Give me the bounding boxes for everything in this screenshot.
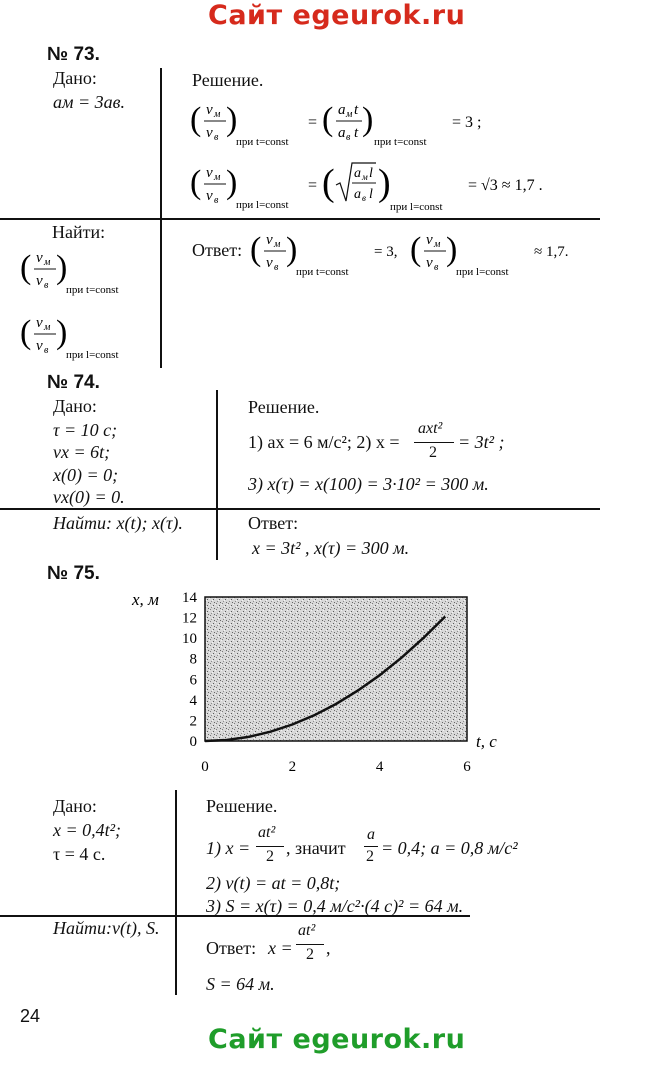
p75-dano-1: x = 0,4t²; (53, 820, 122, 840)
p74-step1-frac-den: 2 (429, 444, 437, 461)
svg-text:в: в (274, 262, 279, 273)
svg-text:в: в (362, 193, 366, 203)
p74-dano-label: Дано: (53, 396, 97, 416)
p74-step1: 1) ax = 6 м/с²; 2) x = (248, 432, 400, 452)
svg-text:v: v (206, 188, 213, 204)
x-tick-label: 6 (463, 759, 471, 775)
p75-step2: 2) v(t) = at = 0,8t; (206, 873, 341, 893)
p75-answer-b: , (326, 938, 331, 958)
p73-find-label: Найти: (52, 222, 106, 242)
p73-solution-label: Решение. (192, 70, 264, 90)
svg-text:l: l (369, 166, 373, 181)
p74-dano-1: τ = 10 с; (53, 420, 118, 440)
p74-step1-frac-num: axt² (418, 420, 443, 437)
p75-dano-2: τ = 4 с. (53, 844, 106, 864)
p75-step3: 3) S = x(τ) = 0,4 м/с²·(4 с)² = 64 м. (206, 896, 464, 916)
svg-text:м: м (346, 109, 353, 120)
svg-text:): ) (56, 249, 68, 286)
p73-divider-horizontal (0, 218, 600, 220)
p75-answer-frac-den: 2 (306, 946, 314, 963)
svg-text:при l=const: при l=const (456, 266, 509, 278)
svg-text:(: ( (190, 101, 202, 138)
svg-text:= √3 ≈ 1,7 .: = √3 ≈ 1,7 . (468, 177, 543, 194)
x-tick-label: 4 (375, 759, 384, 775)
svg-text:при l=const: при l=const (236, 199, 289, 211)
p73-dano: aм = 3aв. (53, 92, 125, 112)
p74-divider-vertical (216, 390, 218, 560)
svg-text:при l=const: при l=const (66, 349, 119, 361)
y-tick-label: 4 (189, 692, 197, 709)
x-tick-label: 0 (201, 759, 209, 775)
svg-text:a: a (354, 187, 361, 202)
x-axis-label: t, с (476, 732, 497, 751)
p74-step1-end: = 3t² ; (458, 432, 505, 452)
p74-answer: x = 3t² , x(τ) = 300 м. (252, 538, 410, 558)
p73-find-formula-1 (20, 240, 160, 302)
p75-step1-a: 1) x = (206, 838, 251, 858)
p75-dano-label: Дано: (53, 796, 97, 816)
p75-step1-frac2-bar (364, 846, 378, 847)
svg-text:): ) (378, 162, 391, 204)
p74-dano-4: vx(0) = 0. (53, 487, 125, 507)
svg-text:(: ( (322, 162, 335, 204)
svg-text:в: в (44, 280, 49, 291)
page-number: 24 (20, 1006, 41, 1026)
y-tick-label: 10 (182, 631, 197, 648)
p75-step1-frac2-den: 2 (366, 848, 374, 865)
svg-text:v: v (36, 315, 43, 331)
p75-answer-2: S = 64 м. (206, 974, 275, 994)
svg-text:v: v (426, 232, 433, 248)
p75-step1-frac-bar (256, 846, 284, 847)
problem-73-title: № 73. (47, 44, 100, 65)
svg-text:v: v (426, 255, 433, 271)
p75-step1-frac-num: at² (258, 824, 276, 841)
x-t-chart (120, 585, 520, 780)
svg-text:(: ( (322, 101, 334, 138)
svg-text:при t=const: при t=const (374, 136, 427, 148)
y-tick-label: 14 (182, 590, 197, 606)
svg-text:м: м (44, 257, 51, 268)
svg-text:v: v (36, 250, 43, 266)
p73-formula-row2 (190, 155, 610, 217)
p75-solution-label: Решение. (206, 796, 278, 816)
x-tick-label: 2 (288, 759, 297, 775)
p73-answer-label: Ответ: (192, 240, 243, 260)
y-axis-ticks (182, 590, 198, 750)
svg-text:= 3,: = 3, (374, 244, 398, 260)
svg-text:a: a (354, 166, 361, 181)
p74-dano-2: vx = 6t; (53, 442, 111, 462)
svg-text:(: ( (410, 231, 422, 268)
svg-text:a: a (338, 102, 346, 118)
x-axis-ticks (201, 759, 471, 775)
svg-text:v: v (206, 125, 213, 141)
svg-text:v: v (206, 102, 213, 118)
p74-step3: 3) x(τ) = x(100) = 3·10² = 300 м. (248, 474, 489, 494)
site-title-top: Сайт egeurok.ru (208, 0, 466, 31)
p74-dano-3: x(0) = 0; (53, 465, 119, 485)
p74-solution-label: Решение. (248, 397, 320, 417)
svg-text:(: ( (190, 164, 202, 201)
p74-answer-label: Ответ: (248, 513, 299, 533)
p75-answer-frac-bar (296, 944, 324, 945)
svg-text:при t=const: при t=const (236, 136, 289, 148)
svg-text:(: ( (250, 231, 262, 268)
svg-text:в: в (214, 132, 219, 143)
svg-text:м: м (214, 109, 221, 120)
svg-text:м: м (214, 172, 221, 183)
p73-formula-row1 (190, 92, 610, 154)
p73-answer-formula (250, 222, 610, 284)
svg-text:t: t (354, 125, 359, 141)
svg-text:v: v (206, 165, 213, 181)
svg-text:): ) (226, 101, 238, 138)
svg-text:l: l (369, 187, 373, 202)
svg-text:≈ 1,7.: ≈ 1,7. (534, 244, 569, 260)
p74-divider-horizontal (0, 508, 600, 510)
p75-answer-a: x = (268, 938, 293, 958)
svg-text:в: в (346, 132, 351, 143)
svg-text:при t=const: при t=const (66, 284, 119, 296)
svg-text:при l=const: при l=const (390, 201, 443, 213)
svg-text:): ) (56, 314, 68, 351)
p75-step1-c: = 0,4; a = 0,8 м/с² (381, 838, 518, 858)
svg-text:=: = (308, 177, 318, 194)
p75-step1-b: , значит (286, 838, 346, 858)
svg-text:=: = (308, 114, 318, 131)
p74-find: Найти: x(t); x(τ). (53, 513, 183, 533)
svg-text:м: м (434, 239, 441, 250)
y-axis-label: x, м (132, 590, 159, 609)
y-tick-label: 12 (182, 610, 197, 627)
svg-text:a: a (338, 125, 346, 141)
chart-plot-area (205, 597, 467, 741)
problem-74-title: № 74. (47, 372, 100, 393)
svg-text:= 3 ;: = 3 ; (452, 114, 482, 131)
svg-text:в: в (434, 262, 439, 273)
p75-answer-label: Ответ: (206, 938, 257, 958)
svg-text:в: в (44, 345, 49, 356)
svg-text:м: м (274, 239, 281, 250)
y-tick-label: 8 (189, 651, 197, 668)
svg-text:): ) (226, 164, 238, 201)
site-title-bottom: Сайт egeurok.ru (208, 1024, 466, 1055)
svg-text:м: м (362, 172, 368, 182)
p73-find-formula-2 (20, 305, 160, 367)
svg-text:): ) (446, 231, 458, 268)
svg-text:): ) (362, 101, 374, 138)
svg-text:в: в (214, 195, 219, 206)
p75-answer-frac-num: at² (298, 922, 316, 939)
y-tick-label: 0 (189, 734, 197, 750)
p75-step1-frac-den: 2 (266, 848, 274, 865)
y-tick-label: 2 (189, 713, 197, 730)
svg-text:м: м (44, 322, 51, 333)
p75-find: Найти:v(t), S. (53, 918, 160, 938)
svg-text:при t=const: при t=const (296, 266, 349, 278)
svg-text:(: ( (20, 249, 32, 286)
p75-divider-vertical (175, 790, 177, 995)
svg-text:v: v (266, 232, 273, 248)
p74-step1-frac-bar (414, 442, 454, 443)
svg-text:v: v (266, 255, 273, 271)
svg-text:v: v (36, 273, 43, 289)
y-tick-label: 6 (189, 672, 197, 689)
p75-step1-frac2-num: a (367, 826, 375, 843)
svg-text:v: v (36, 338, 43, 354)
svg-text:(: ( (20, 314, 32, 351)
p73-dano-label: Дано: (53, 68, 97, 88)
svg-text:t: t (354, 102, 359, 118)
problem-75-title: № 75. (47, 563, 100, 584)
svg-text:): ) (286, 231, 298, 268)
